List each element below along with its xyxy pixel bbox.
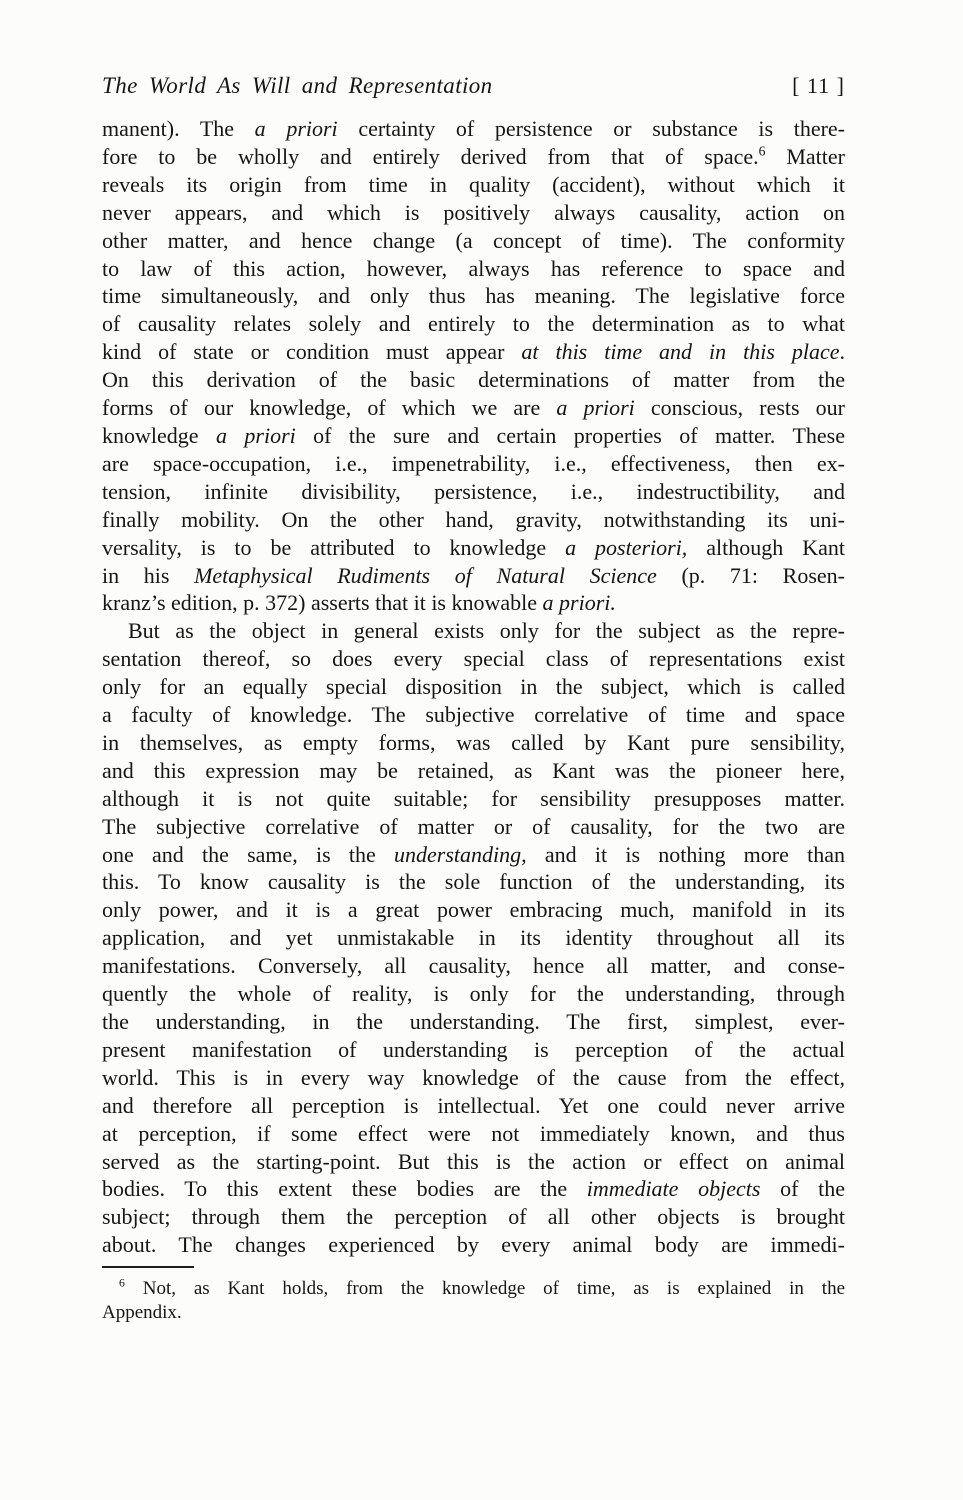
text-line: present manifestation of understanding is perception of the actual <box>102 1036 845 1062</box>
text-line: one and the same, is the understanding, and it is nothing more than <box>102 841 845 867</box>
text-line: versality, is to be attributed to knowledge a posteriori, although Kant <box>102 534 845 560</box>
text-line: and this expression may be retained, as Kant was the pioneer here, <box>102 757 845 783</box>
text-line: kranz’s edition, p. 372) asserts that it is knowable a priori. <box>102 590 616 616</box>
text-line: world. This is in every way knowledge of the cause from the effect, <box>102 1064 845 1090</box>
text-line: The subjective correlative of matter or of causality, for the two are <box>102 813 845 839</box>
text-line: finally mobility. On the other hand, gravity, notwithstanding its uni- <box>102 506 845 532</box>
text-line: the understanding, in the understanding. The first, simplest, ever- <box>102 1009 845 1034</box>
text-line: But as the object in general exists only for the subject as the repre- <box>128 618 845 644</box>
text-line: about. The changes experienced by every animal body are immedi- <box>102 1232 845 1258</box>
footnote-marker: 6 <box>119 1276 125 1290</box>
footnote-line: $^6$ Not, as Kant holds, from the knowledge of time, as is explained in the <box>119 1276 845 1300</box>
paragraph <box>102 617 845 1259</box>
text-line: served as the starting-point. But this is the action or effect on animal <box>102 1148 845 1174</box>
text-line: manifestations. Conversely, all causality, hence all matter, and conse- <box>102 953 845 979</box>
text-line: kind of state or condition must appear at this time and in this place. <box>102 339 845 365</box>
paragraph <box>102 115 845 617</box>
page-header <box>102 72 845 100</box>
text-line: knowledge a priori of the sure and certain properties of matter. These <box>102 422 845 448</box>
text-block <box>102 72 845 1325</box>
text-line: manent). The a priori certainty of persistence or substance is there- <box>102 116 845 141</box>
text-line: sentation thereof, so does every special class of representations exist <box>102 646 845 672</box>
text-line: application, and yet unmistakable in its identity throughout all its <box>102 925 845 951</box>
text-line: and therefore all perception is intellectual. Yet one could never arrive <box>102 1092 845 1118</box>
text-line: subject; through them the perception of all other objects is brought <box>102 1204 845 1230</box>
footnote-marker: 6 <box>758 143 766 159</box>
page-number: [ 11 ] <box>792 73 845 98</box>
footnote-rule <box>102 1266 194 1268</box>
text-line: to law of this action, however, always has reference to space and <box>102 255 845 281</box>
text-line: although it is not quite suitable; for sensibility presupposes matter. <box>102 785 845 811</box>
body-text <box>102 115 845 1259</box>
text-line: of causality relates solely and entirely to the determination as to what <box>102 311 845 337</box>
footnote <box>102 1277 845 1325</box>
text-line: never appears, and which is positively always causality, action on <box>102 199 845 225</box>
text-line: in themselves, as empty forms, was called by Kant pure sensibility, <box>102 729 845 755</box>
text-line: only power, and it is a great power embracing much, manifold in its <box>102 897 845 923</box>
running-title: The World As Will and Representation <box>102 73 493 98</box>
text-line: reveals its origin from time in quality (accident), without which it <box>102 171 845 197</box>
text-line: only for an equally special disposition in the subject, which is called <box>102 674 845 700</box>
text-line: time simultaneously, and only thus has meaning. The legislative force <box>102 283 845 309</box>
text-line: bodies. To this extent these bodies are the immediate objects of the <box>102 1176 845 1202</box>
text-line: in his Metaphysical Rudiments of Natural Science (p. 71: Rosen- <box>102 562 845 588</box>
text-line: this. To know causality is the sole function of the understanding, its <box>102 869 845 895</box>
text-line: fore to be wholly and entirely derived from that of space.$^6$ Matter <box>102 143 845 169</box>
text-line: On this derivation of the basic determinations of matter from the <box>102 367 845 393</box>
footnote-line: Appendix. <box>102 1302 182 1324</box>
text-line: tension, infinite divisibility, persistence, i.e., indestructibility, and <box>102 478 845 504</box>
text-line: forms of our knowledge, of which we are a priori conscious, rests our <box>102 395 846 421</box>
text-line: are space-occupation, i.e., impenetrability, i.e., effectiveness, then ex- <box>102 450 845 476</box>
text-line: quently the whole of reality, is only for the understanding, through <box>102 981 845 1007</box>
text-line: a faculty of knowledge. The subjective correlative of time and space <box>102 702 845 728</box>
text-line: at perception, if some effect were not immediately known, and thus <box>102 1120 845 1146</box>
text-line: other matter, and hence change (a concept of time). The conformity <box>102 227 845 253</box>
